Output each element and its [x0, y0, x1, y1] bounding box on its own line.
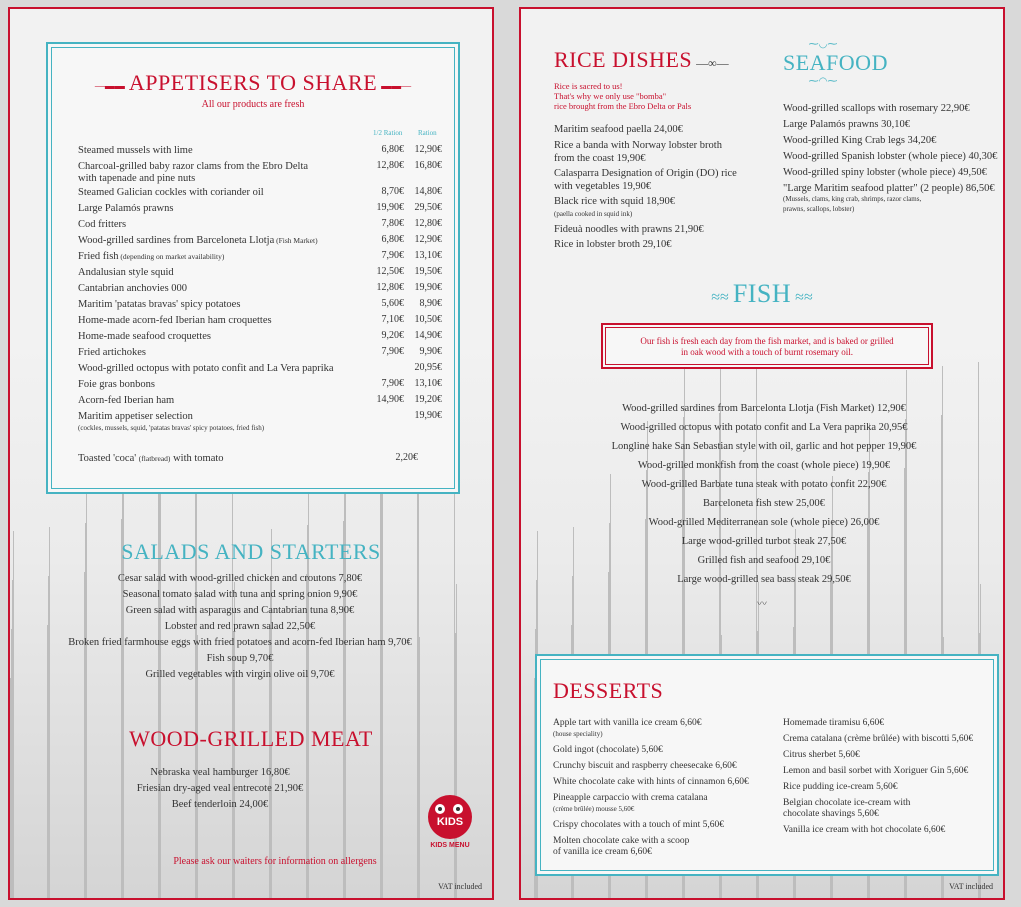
- rice-item: [554, 139, 754, 165]
- salad-item: Broken fried farmhouse eggs with fried potatoes and acorn-fed Iberian ham 9,70€: [68, 637, 412, 648]
- appetisers-subtitle: All our products are fresh: [201, 99, 305, 110]
- rice-item-line: Fideuà noodles with prawns 21,90€: [554, 224, 704, 235]
- vat-note-right: VAT included: [949, 882, 993, 891]
- dessert-line: Gold ingot (chocolate) 5,60€: [553, 745, 663, 755]
- dessert-line: White chocolate cake with hints of cinnamon 6,60€: [553, 777, 749, 787]
- salads-title: SALADS AND STARTERS: [121, 539, 381, 564]
- knife-deco-icon: —▬▬: [94, 80, 125, 92]
- rice-item-line: Rice in lobster broth 29,10€: [554, 239, 672, 250]
- fish-notice-line: Our fish is fresh each day from the fish market, and is baked or grilled: [640, 336, 894, 346]
- seafood-item: Wood-grilled scallops with rosemary 22,90€: [783, 103, 970, 114]
- dessert-line: (house speciality): [553, 730, 603, 738]
- seafood-item: Wood-grilled Spanish lobster (whole piece) 40,30€: [783, 151, 998, 162]
- full-ration-price: 14,80€: [414, 186, 442, 197]
- salad-item: Lobster and red prawn salad 22,50€: [164, 621, 316, 632]
- appetiser-item: Home-made acorn-fed Iberian ham croquettes: [78, 315, 272, 326]
- dessert-line: Vanilla ice cream with hot chocolate 6,60€: [783, 825, 946, 835]
- appetiser-item: Cantabrian anchovies 000: [78, 283, 188, 294]
- right-menu-page: [519, 7, 1005, 900]
- appetiser-item: Wood-grilled sardines from Barceloneta Llotja (Fish Market): [78, 235, 318, 246]
- half-ration-price: 7,90€: [381, 346, 404, 357]
- seafood-platter-note: [783, 194, 921, 214]
- full-ration-price: 20,95€: [414, 362, 442, 373]
- meat-title: WOOD-GRILLED MEAT: [129, 726, 373, 751]
- rice-item-note: (paella cooked in squid ink): [554, 210, 633, 218]
- seafood-item: "Large Maritim seafood platter" (2 people) 86,50€: [783, 183, 995, 194]
- full-ration-price: 10,50€: [414, 314, 442, 325]
- item-line2: (cockles, mussels, squid, 'patatas bravas' spicy potatoes, fried fish): [78, 424, 265, 432]
- half-ration-price: 6,80€: [381, 144, 404, 155]
- fish-item: Barceloneta fish stew 25,00€: [703, 498, 825, 509]
- meat-item: Friesian dry-aged veal entrecote 21,90€: [136, 783, 304, 794]
- appetisers-title: APPETISERS TO SHARE: [128, 70, 378, 95]
- full-ration-price: 19,20€: [414, 394, 442, 405]
- seafood-item: Large Palamós prawns 30,10€: [783, 119, 910, 130]
- full-ration-price: 13,10€: [414, 250, 442, 261]
- full-ration-price: 16,80€: [414, 160, 442, 171]
- half-ration-price: 12,50€: [376, 266, 404, 277]
- appetiser-item: Home-made seafood croquettes: [78, 331, 211, 342]
- rice-item-line: Rice a banda with Norway lobster broth: [554, 140, 722, 151]
- mast-line: [13, 531, 14, 898]
- wave-left-icon: ≈≈: [711, 289, 729, 307]
- meat-item: Nebraska veal hamburger 16,80€: [150, 767, 290, 778]
- dessert-line: Apple tart with vanilla ice cream 6,60€: [553, 718, 702, 728]
- dessert-line: Crema catalana (crème brûlée) with biscotti 5,60€: [783, 734, 974, 744]
- dessert-item: [553, 745, 773, 756]
- meat-item: Beef tenderloin 24,00€: [171, 799, 269, 810]
- dessert-item: [783, 782, 998, 793]
- half-ration-price: 7,90€: [381, 250, 404, 261]
- appetiser-item: Large Palamós prawns: [78, 203, 174, 214]
- dessert-line: Crispy chocolates with a touch of mint 5,60€: [553, 820, 724, 830]
- kids-menu-logo-icon[interactable]: [418, 787, 482, 851]
- half-ration-price: 7,90€: [381, 378, 404, 389]
- appetiser-item: Fried fish (depending on market availability): [78, 251, 225, 262]
- salad-item: Fish soup 9,70€: [206, 653, 274, 664]
- dessert-item: [553, 761, 773, 772]
- half-ration-price: 12,80€: [376, 160, 404, 171]
- half-ration-price: 9,20€: [381, 330, 404, 341]
- salad-item: Seasonal tomato salad with tuna and spring onion 9,90€: [122, 589, 358, 600]
- rice-item: [554, 223, 754, 236]
- wave-divider-icon: 〰: [757, 599, 767, 610]
- half-ration-price: 14,90€: [376, 394, 404, 405]
- left-menu-page: [8, 7, 494, 900]
- half-ration-price: 8,70€: [381, 186, 404, 197]
- item-note: (depending on market availability): [118, 252, 225, 261]
- vat-note-left: VAT included: [438, 882, 482, 891]
- allergens-note: Please ask our waiters for information on allergens: [173, 856, 377, 867]
- half-ration-price: 7,80€: [381, 218, 404, 229]
- half-ration-price: 6,80€: [381, 234, 404, 245]
- rice-intro: [554, 81, 691, 111]
- half-ration-price: 7,10€: [381, 314, 404, 325]
- svg-text:KIDS MENU: KIDS MENU: [430, 842, 470, 849]
- dessert-item: [553, 793, 773, 815]
- dessert-line: of vanilla ice cream 6,60€: [553, 847, 652, 857]
- dessert-item: [553, 836, 773, 858]
- desserts-box: [535, 654, 999, 876]
- salad-item: Grilled vegetables with virgin olive oil 9,70€: [145, 669, 335, 680]
- full-ration-price: 19,90€: [414, 282, 442, 293]
- appetiser-item: Maritim 'patatas bravas' spicy potatoes: [78, 299, 241, 310]
- appetiser-item: Foie gras bonbons: [78, 379, 155, 390]
- fish-item: Wood-grilled monkfish from the coast (whole piece) 19,90€: [637, 460, 891, 471]
- fish-item: Large wood-grilled sea bass steak 29,50€: [677, 574, 851, 585]
- dessert-item: [783, 825, 998, 836]
- seafood-title: SEAFOOD: [783, 50, 888, 75]
- fish-notice-box: [601, 323, 933, 369]
- dessert-line: Molten chocolate cake with a scoop: [553, 836, 690, 846]
- full-ration-price: 9,90€: [419, 346, 442, 357]
- half-ration-price: 19,90€: [376, 202, 404, 213]
- dessert-line: Crunchy biscuit and raspberry cheesecake 6,60€: [553, 761, 737, 771]
- dessert-item: [783, 718, 998, 729]
- salad-item: Cesar salad with wood-grilled chicken and croutons 7,80€: [117, 573, 363, 584]
- full-ration-price: 19,50€: [414, 266, 442, 277]
- item-note: (Fish Market): [274, 236, 318, 245]
- dessert-line: Belgian chocolate ice-cream with: [783, 798, 911, 808]
- dessert-item: [783, 750, 998, 761]
- dessert-item: [553, 777, 773, 788]
- appetiser-item: Andalusian style squid: [78, 267, 174, 278]
- full-ration-price: 29,50€: [414, 202, 442, 213]
- fish-item: Wood-grilled octopus with potato confit and La Vera paprika 20,95€: [620, 422, 908, 433]
- full-ration-price: 13,10€: [414, 378, 442, 389]
- appetiser-item: Steamed Galician cockles with coriander oil: [78, 187, 264, 198]
- toasted-coca-price: 2,20€: [395, 452, 418, 463]
- toasted-coca-item: Toasted 'coca' (flatbread) with tomato: [78, 453, 224, 464]
- col-half-header: 1/2 Ration: [373, 129, 403, 137]
- appetiser-item: Steamed mussels with lime: [78, 145, 193, 156]
- appetiser-item: Fried artichokes: [78, 347, 146, 358]
- dessert-line: Rice pudding ice-cream 5,60€: [783, 782, 898, 792]
- dessert-item: [553, 820, 773, 831]
- salad-item: Green salad with asparagus and Cantabrian tuna 8,90€: [125, 605, 355, 616]
- fork-deco-icon: ▬▬—: [381, 80, 412, 92]
- full-ration-price: 14,90€: [414, 330, 442, 341]
- appetiser-item: Acorn-fed Iberian ham: [78, 395, 175, 406]
- rice-item-line: with vegetables 19,90€: [554, 181, 652, 192]
- rice-item-line: Black rice with squid 18,90€: [554, 196, 676, 207]
- fish-title: FISH: [732, 279, 792, 308]
- full-ration-price: 8,90€: [419, 298, 442, 309]
- seafood-ornament-bottom-icon: ⁓◠⁓: [808, 76, 838, 87]
- dessert-line: chocolate shavings 5,60€: [783, 809, 879, 819]
- rice-intro-line: That's why we only use "bomba": [554, 91, 667, 101]
- dessert-line: Pineapple carpaccio with crema catalana: [553, 793, 708, 803]
- seafood-ornament-icon: ⁓◡⁓: [808, 39, 838, 50]
- rice-item: [554, 238, 754, 251]
- svg-text:KIDS: KIDS: [436, 816, 464, 828]
- dessert-line: (crème brûlée) mousse 5,60€: [553, 805, 635, 813]
- dessert-line: Homemade tiramisu 6,60€: [783, 718, 885, 728]
- dessert-item: [553, 718, 773, 740]
- half-ration-price: 12,80€: [376, 282, 404, 293]
- dessert-item: [783, 798, 998, 820]
- rope-deco-icon: —∞—: [696, 55, 729, 70]
- fish-item: Grilled fish and seafood 29,10€: [697, 555, 831, 566]
- fish-item: Wood-grilled sardines from Barcelonta Llotja (Fish Market) 12,90€: [622, 403, 906, 414]
- fish-item: Longline hake San Sebastian style with oil, garlic and hot pepper 19,90€: [611, 441, 917, 452]
- desserts-title: DESSERTS: [553, 678, 664, 703]
- platter-note-line: (Mussels, clams, king crab, shrimps, razor clams,: [783, 195, 922, 203]
- fish-notice-line: in oak wood with a touch of burnt rosemary oil.: [681, 347, 853, 357]
- appetiser-item: Charcoal-grilled baby razor clams from the Ebro Delta with tapenade and pine nuts: [78, 160, 368, 184]
- half-ration-price: 5,60€: [381, 298, 404, 309]
- wave-right-icon: ≈≈: [795, 289, 813, 307]
- seafood-item: Wood-grilled spiny lobster (whole piece) 49,50€: [783, 167, 987, 178]
- full-ration-price: 12,90€: [414, 144, 442, 155]
- rice-title: RICE DISHES: [554, 47, 693, 72]
- fish-item: Wood-grilled Barbate tuna steak with potato confit 22,90€: [641, 479, 887, 490]
- appetiser-item: Maritim appetiser selection (cockles, mussels, squid, 'patatas bravas' spicy potatoes, fried fish): [78, 410, 368, 433]
- rice-item-line: Calasparra Designation of Origin (DO) rice: [554, 168, 737, 179]
- rice-intro-line: rice brought from the Ebro Delta or Pals: [554, 101, 692, 111]
- full-ration-price: 12,80€: [414, 218, 442, 229]
- appetiser-item: Cod fritters: [78, 219, 127, 230]
- rice-item: [554, 167, 754, 193]
- col-full-header: Ration: [418, 129, 437, 137]
- mast-line: [86, 474, 87, 898]
- platter-note-line: prawns, scallops, lobster): [783, 205, 855, 213]
- item-line2: with tapenade and pine nuts: [78, 173, 196, 184]
- rice-item-line: Maritim seafood paella 24,00€: [554, 124, 683, 135]
- dessert-line: Citrus sherbet 5,60€: [783, 750, 860, 760]
- fish-item: Large wood-grilled turbot steak 27,50€: [681, 536, 847, 547]
- rice-item: [554, 195, 754, 221]
- dessert-line: Lemon and basil sorbet with Xoriguer Gin 5,60€: [783, 766, 969, 776]
- dessert-item: [783, 766, 998, 777]
- rice-item: [554, 123, 754, 136]
- rice-intro-line: Rice is sacred to us!: [554, 81, 623, 91]
- rice-item-line: from the coast 19,90€: [554, 153, 646, 164]
- full-ration-price: 12,90€: [414, 234, 442, 245]
- dessert-item: [783, 734, 998, 745]
- appetisers-box: [46, 42, 460, 494]
- full-ration-price: 19,90€: [414, 410, 442, 421]
- fish-item: Wood-grilled Mediterranean sole (whole piece) 26,00€: [648, 517, 880, 528]
- appetiser-item: Wood-grilled octopus with potato confit and La Vera paprika: [78, 363, 334, 374]
- seafood-item: Wood-grilled King Crab legs 34,20€: [783, 135, 937, 146]
